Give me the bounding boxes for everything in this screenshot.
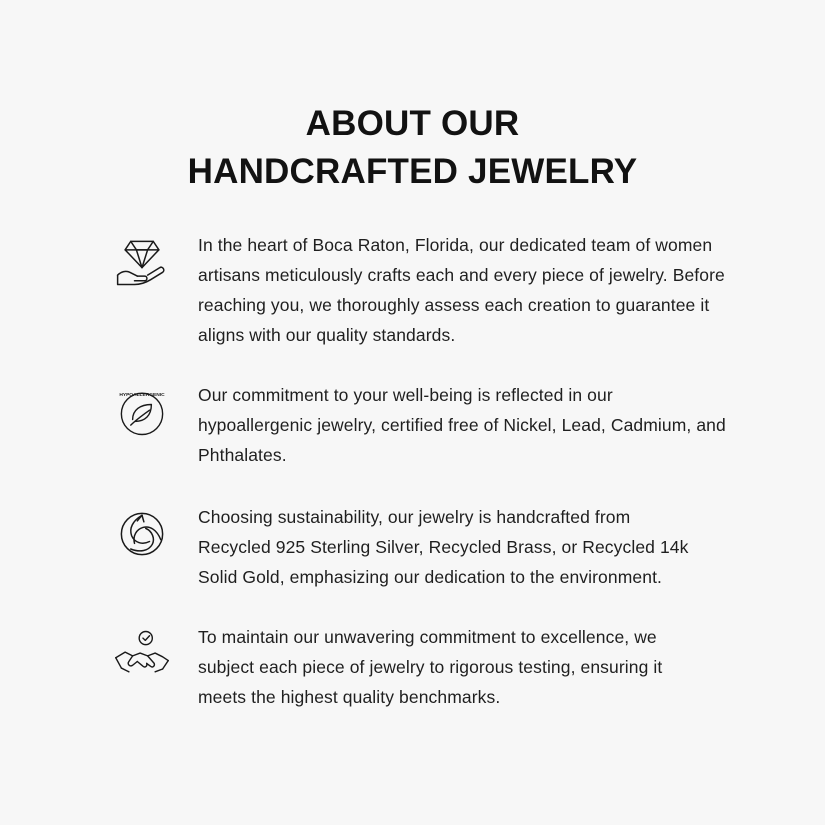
feature-item-sustainability xyxy=(110,502,730,592)
diamond-in-hand-icon xyxy=(110,232,174,296)
feature-text: To maintain our unwavering commitment to excellence, we subject each piece of jewelry to rigorous testing, ensuring it meets the highest quality benchmarks. xyxy=(198,627,663,707)
svg-text:HYPOALLERGENIC: HYPOALLERGENIC xyxy=(119,393,165,399)
page-title xyxy=(0,0,825,196)
feature-item-quality-testing xyxy=(110,622,730,712)
feature-text: In the heart of Boca Raton, Florida, our dedicated team of women artisans meticulously crafts each and every piece of jewelry. Before reaching you, we thoroughly assess each creation to guarantee it aligns with our quality standards. xyxy=(198,235,725,345)
feature-text: Our commitment to your well-being is reflected in our hypoallergenic jewelry, certified free of Nickel, Lead, Cadmium, and Phthalates. xyxy=(198,385,726,465)
feature-list xyxy=(0,230,825,712)
feature-item-hypoallergenic xyxy=(110,380,730,470)
feature-text: Choosing sustainability, our jewelry is handcrafted from Recycled 925 Sterling Silver, Recycled Brass, or Recycled 14k Solid Gold, emphasizing our dedication to the environment. xyxy=(198,507,689,587)
page-title-line-2: HANDCRAFTED JEWELRY xyxy=(187,152,638,191)
handshake-check-icon xyxy=(110,624,174,688)
feature-item-craftsmanship xyxy=(110,230,730,350)
page-title-line-1: ABOUT OUR xyxy=(305,104,520,143)
recycled-leaves-icon xyxy=(110,504,174,568)
hypoallergenic-leaf-badge-icon xyxy=(110,382,174,446)
